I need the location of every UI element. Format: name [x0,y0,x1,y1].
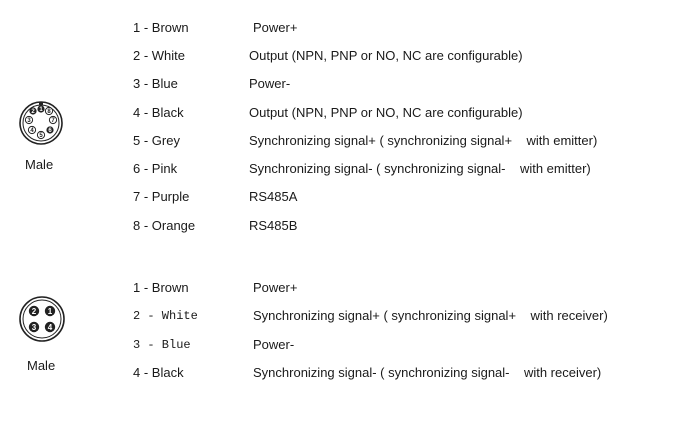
pin-row [0,187,674,207]
wire-color: 6 - Pink [133,161,178,176]
wire-color: 4 - Black [133,105,184,120]
pinout-section-4pin [0,270,674,410]
pin-4-number: 4 [47,323,53,332]
pin-1-number: 1 [39,107,43,113]
pin-6-number: 6 [48,128,52,134]
pin-7-number: 7 [51,118,55,124]
pin-2-number: 2 [31,307,37,316]
pin-2-number: 2 [31,109,35,115]
pin-row [0,216,674,236]
wire-color: 7 - Purple [133,189,190,204]
pin-function: Synchronizing signal- ( synchronizing signal- with emitter) [249,161,591,176]
wire-color: 3 - Blue [133,338,191,352]
pin-row [0,306,674,326]
pin-function: Power+ [253,20,298,35]
pin-function: Synchronizing signal+ ( synchronizing signal+ with emitter) [249,133,598,148]
pin-row [0,159,674,179]
pin-row [0,335,674,355]
wire-color: 4 - Black [133,365,184,380]
pin-3-number: 3 [27,118,31,124]
pin-function: Power+ [253,280,298,295]
pin-function: RS485A [249,189,298,204]
pin-row [0,103,674,123]
pin-function: Output (NPN, PNP or NO, NC are configurable) [249,48,523,63]
pin-function: RS485B [249,218,298,233]
pin-function: Synchronizing signal- ( synchronizing signal- with receiver) [253,365,602,380]
pin-4-number: 4 [30,128,34,134]
pin-3-number: 3 [31,323,37,332]
connector-gender-label: Male [27,358,56,373]
pin-row [0,46,674,66]
pin-function: Output (NPN, PNP or NO, NC are configurable) [249,105,523,120]
pin-row [0,131,674,151]
pin-function: Power- [249,76,291,91]
wire-color: 1 - Brown [133,280,189,295]
pin-row [0,18,674,38]
wire-color: 3 - Blue [133,76,178,91]
pin-row [0,74,674,94]
wire-color: 1 - Brown [133,20,189,35]
pin-row [0,363,674,383]
pin-8-number: 8 [47,109,51,115]
connector-gender-label: Male [25,157,54,172]
wire-color: 5 - Grey [133,133,180,148]
wire-color: 8 - Orange [133,218,196,233]
pin-function: Power- [253,337,295,352]
wire-color: 2 - White [133,309,198,323]
pin-1-number: 1 [47,307,53,316]
pin-5-number: 5 [39,133,43,139]
pin-function: Synchronizing signal+ ( synchronizing signal+ with receiver) [253,308,608,323]
wire-color: 2 - White [133,48,186,63]
pin-row [0,278,674,298]
